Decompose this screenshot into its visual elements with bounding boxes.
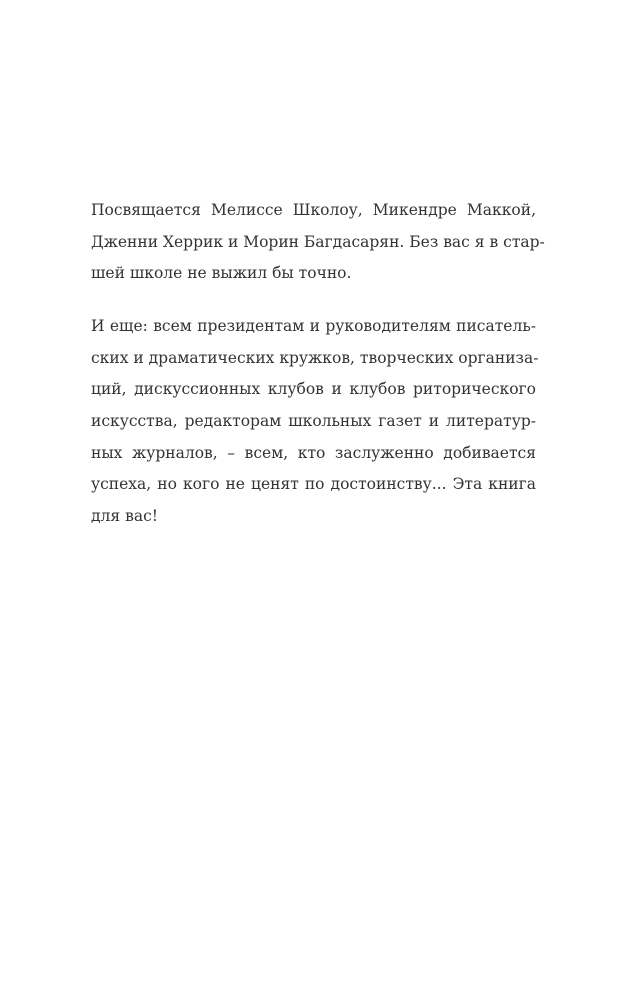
text-line: искусства, редакторам школьных газет и литератур- <box>91 412 536 431</box>
text-line: для вас! <box>91 507 158 526</box>
text-line: И еще: всем президентам и руководителям писатель- <box>91 317 536 335</box>
text-line: шей школе не выжил бы точно. <box>91 264 352 283</box>
text-line: ций, дискуссионных клубов и клубов риторического <box>91 380 536 399</box>
dedication-paragraph-2 <box>91 311 539 533</box>
text-line: Дженни Херрик и Морин Багдасарян. Без вас я в стар- <box>91 232 545 251</box>
text-line: ных журналов, – всем, кто заслуженно добивается <box>91 443 536 462</box>
dedication-paragraph-1 <box>91 195 545 290</box>
text-line: Посвящается Мелиссе Школоу, Микендре Маккой, <box>91 201 536 219</box>
text-line: успеха, но кого не ценят по достоинству... Эта книга <box>91 475 536 494</box>
text-line: ских и драматических кружков, творческих организа- <box>91 348 539 367</box>
